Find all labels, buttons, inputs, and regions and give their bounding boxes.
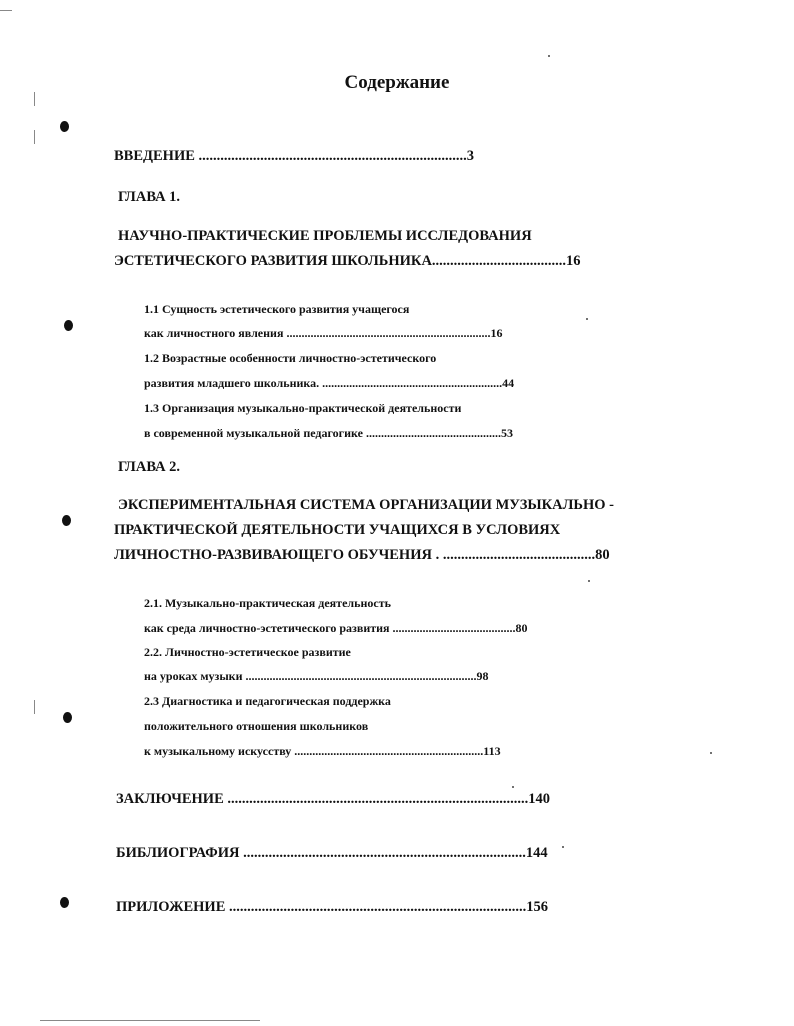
scan-speck <box>710 752 712 754</box>
toc-chapter-2-title-line1: ЭКСПЕРИМЕНТАЛЬНАЯ СИСТЕМА ОРГАНИЗАЦИИ МУЗЫКАЛЬНО - <box>118 497 614 513</box>
scan-edge-line <box>40 1020 260 1021</box>
toc-chapter-1-label: ГЛАВА 1. <box>118 189 181 205</box>
toc-section-2-1-line2: как среда личностно-эстетического развития .........................................80 <box>144 621 528 635</box>
toc-chapter-2-title-line2: ПРАКТИЧЕСКОЙ ДЕЯТЕЛЬНОСТИ УЧАЩИХСЯ В УСЛОВИЯХ <box>114 522 561 538</box>
binder-hole-mark <box>62 515 71 526</box>
scan-speck <box>588 580 590 582</box>
scan-speck <box>586 318 588 320</box>
scan-margin-mark <box>0 10 12 11</box>
toc-section-2-1-line1: 2.1. Музыкально-практическая деятельность <box>144 596 391 610</box>
toc-entry-appendix: ПРИЛОЖЕНИЕ ..................................................................................156 <box>116 899 548 915</box>
toc-entry-introduction: ВВЕДЕНИЕ ..........................................................................3 <box>114 148 475 164</box>
toc-section-1-1-line2: как личностного явления ....................................................................16 <box>144 326 503 340</box>
scan-margin-mark <box>34 130 35 144</box>
toc-section-1-2-line1: 1.2 Возрастные особенности личностно-эстетического <box>144 351 437 365</box>
scan-margin-mark <box>34 700 35 714</box>
scan-margin-mark <box>34 92 35 106</box>
toc-chapter-2-title-line3: ЛИЧНОСТНО-РАЗВИВАЮЩЕГО ОБУЧЕНИЯ . ..........................................80 <box>114 547 610 563</box>
toc-chapter-1-title-line2: ЭСТЕТИЧЕСКОГО РАЗВИТИЯ ШКОЛЬНИКА.....................................16 <box>114 253 581 269</box>
scan-speck <box>562 846 564 848</box>
binder-hole-mark <box>63 712 72 723</box>
toc-section-1-3-line2: в современной музыкальной педагогике .............................................53 <box>144 426 513 440</box>
toc-section-1-3-line1: 1.3 Организация музыкально-практической деятельности <box>144 401 462 415</box>
toc-chapter-1-title-line1: НАУЧНО-ПРАКТИЧЕСКИЕ ПРОБЛЕМЫ ИССЛЕДОВАНИЯ <box>118 228 532 244</box>
toc-section-2-3-line1: 2.3 Диагностика и педагогическая поддержка <box>144 694 391 708</box>
toc-entry-bibliography: БИБЛИОГРАФИЯ ..............................................................................144 <box>116 845 548 861</box>
toc-entry-conclusion: ЗАКЛЮЧЕНИЕ ...................................................................................140 <box>116 791 551 807</box>
toc-chapter-2-label: ГЛАВА 2. <box>118 459 181 475</box>
toc-section-2-3-line2: положительного отношения школьников <box>144 719 369 733</box>
toc-section-1-1-line1: 1.1 Сущность эстетического развития учащегося <box>144 302 410 316</box>
toc-section-2-2-line1: 2.2. Личностно-эстетическое развитие <box>144 645 351 659</box>
binder-hole-mark <box>60 121 69 132</box>
toc-section-2-2-line2: на уроках музыки .............................................................................98 <box>144 669 489 683</box>
toc-section-1-2-line2: развития младшего школьника. ............................................................44 <box>144 376 515 390</box>
toc-section-2-3-line3: к музыкальному искусству ...............................................................113 <box>144 744 501 758</box>
binder-hole-mark <box>64 320 73 331</box>
binder-hole-mark <box>60 897 69 908</box>
scan-speck <box>548 55 550 57</box>
page-title: Содержание <box>344 72 450 93</box>
scan-speck <box>512 786 514 788</box>
